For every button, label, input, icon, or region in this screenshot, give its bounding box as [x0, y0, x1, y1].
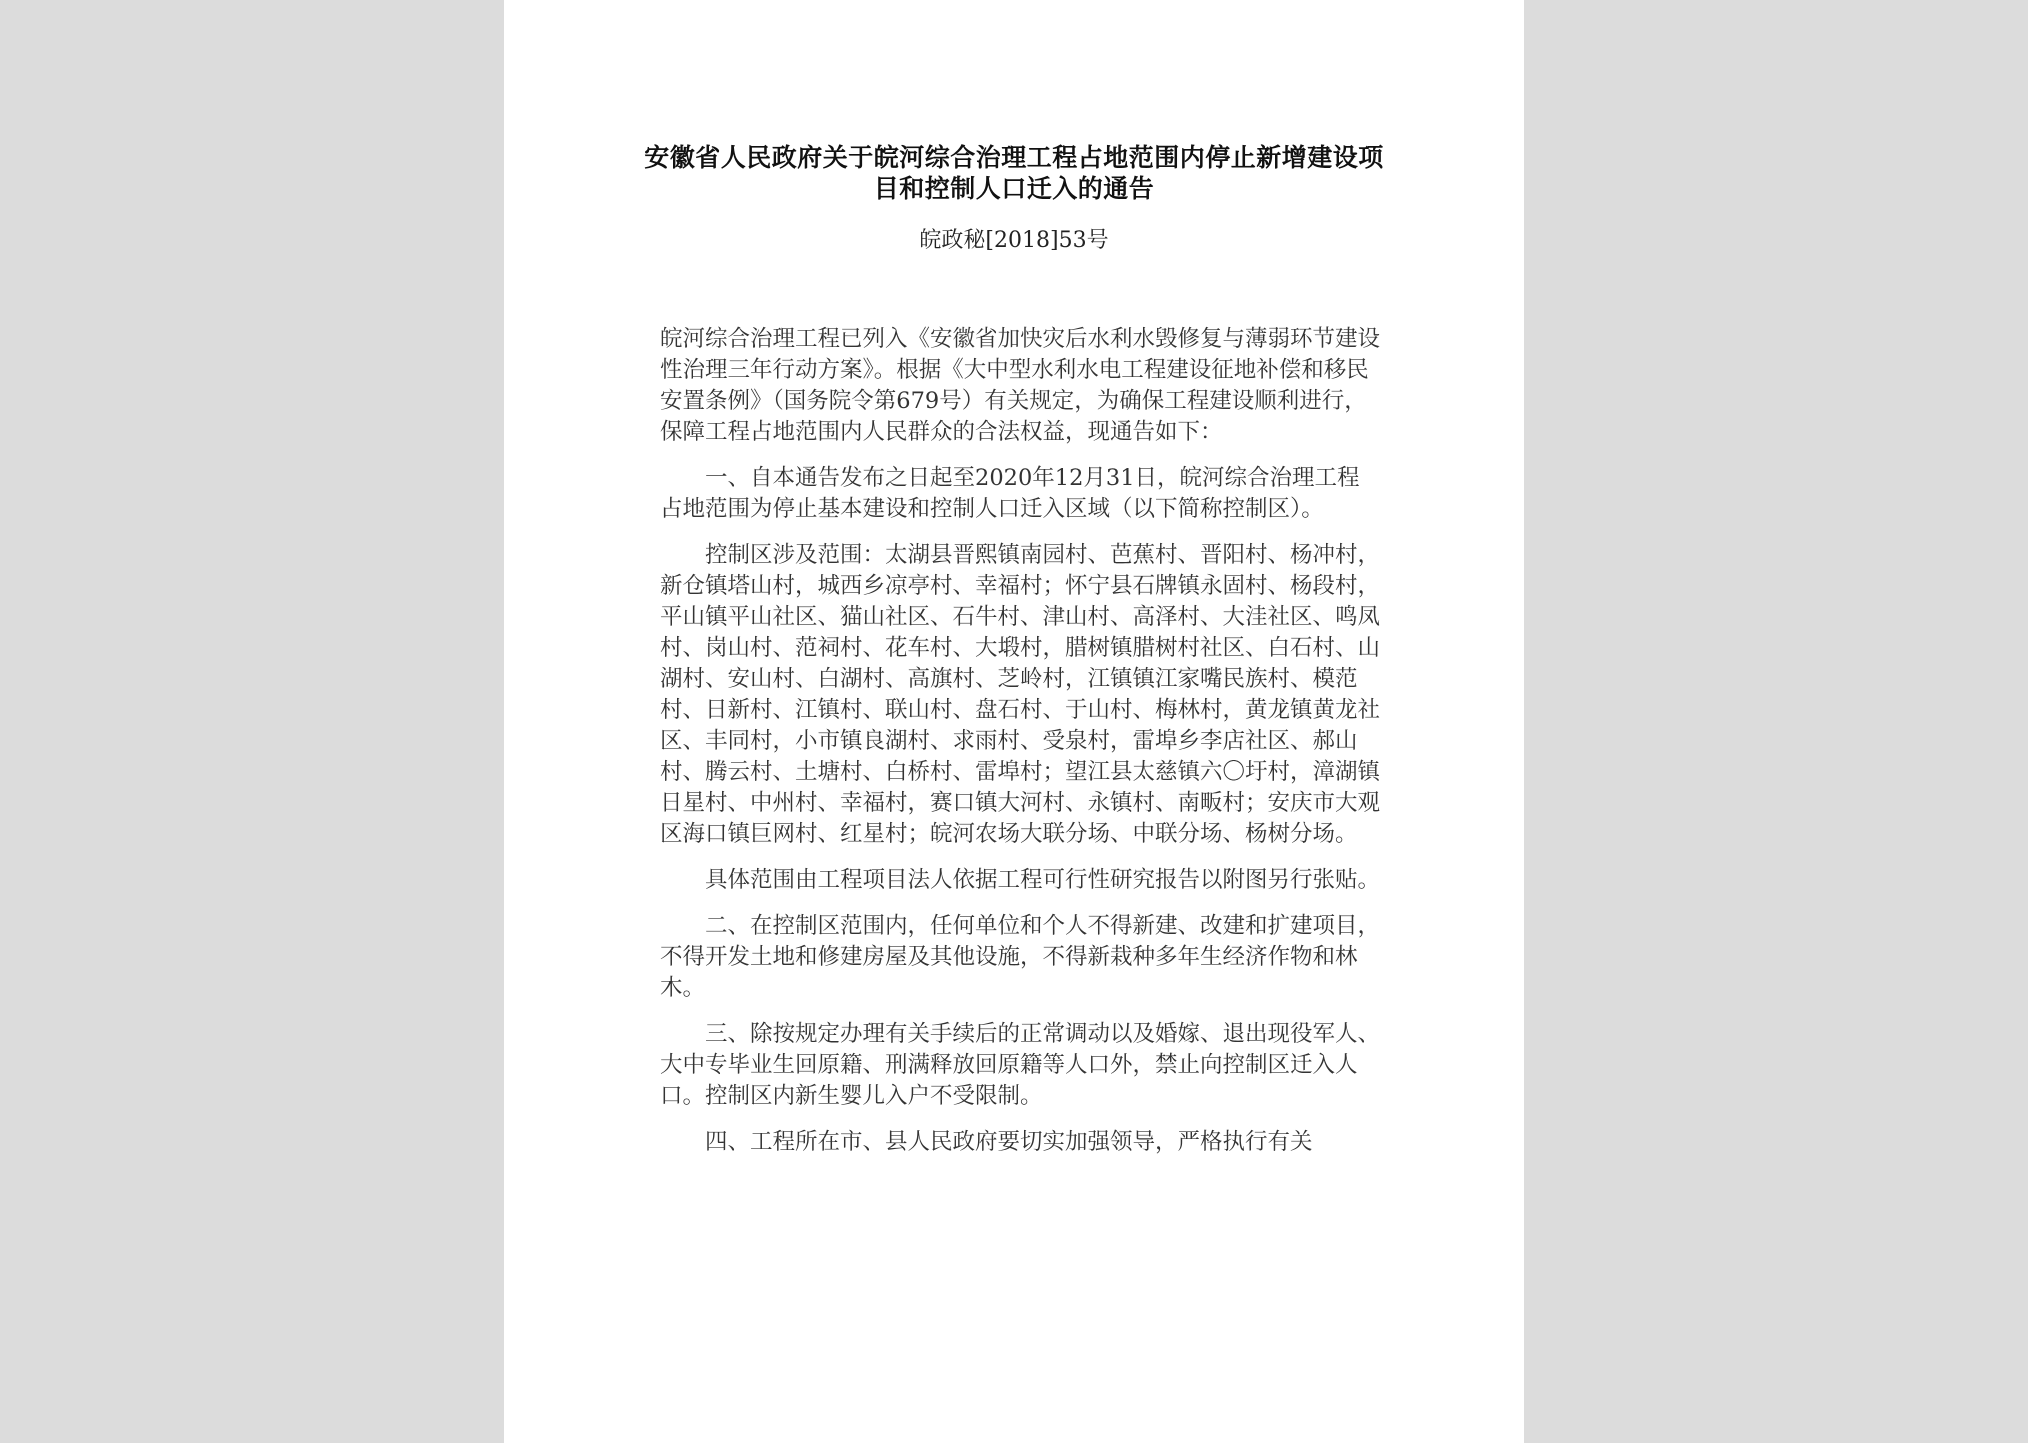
paragraph-specific-scope: 具体范围由工程项目法人依据工程可行性研究报告以附图另行张贴。: [705, 867, 1381, 893]
paragraph-article-3: 三、除按规定办理有关手续后的正常调动以及婚嫁、退出现役军人、大中专毕业生回原籍、刑满释放回原籍等人口外，禁止向控制区迁入人口。控制区内新生婴儿入户不受限制。: [660, 1021, 1381, 1109]
document-title: [504, 142, 1524, 204]
paragraph-intro: 皖河综合治理工程已列入《安徽省加快灾后水利水毁修复与薄弱环节建设性治理三年行动方案》。根据《大中型水利水电工程建设征地补偿和移民安置条例》（国务院令第679号）有关规定，为确保工程建设顺利进行，保障工程占地范围内人民群众的合法权益，现通告如下：: [660, 326, 1381, 445]
title-line-2: 目和控制人口迁入的通告: [873, 174, 1155, 203]
paragraph-article-1: 一、自本通告发布之日起至2020年12月31日，皖河综合治理工程占地范围为停止基本建设和控制人口迁入区域（以下简称控制区）。: [660, 465, 1360, 522]
paragraph-control-area-scope: 控制区涉及范围：太湖县晋熙镇南园村、芭蕉村、晋阳村、杨冲村，新仓镇塔山村，城西乡凉亭村、幸福村；怀宁县石牌镇永固村、杨段村，平山镇平山社区、猫山社区、石牛村、津山村、高泽村、大洼社区、鸣凤村、岗山村、范祠村、花车村、大塅村，腊树镇腊树村社区、白石村、山湖村、安山村、白湖村、高旗村、芝岭村，江镇镇江家嘴民族村、模范村、日新村、江镇村、联山村、盘石村、于山村、梅林村，黄龙镇黄龙社区、丰同村，小市镇良湖村、求雨村、受泉村，雷埠乡李店社区、郝山村、腾云村、土塘村、白桥村、雷埠村；望江县太慈镇六〇圩村，漳湖镇日星村、中州村、幸福村，赛口镇大河村、永镇村、南畈村；安庆市大观区海口镇巨网村、红星村；皖河农场大联分场、中联分场、杨树分场。: [660, 542, 1381, 847]
title-line-1: 安徽省人民政府关于皖河综合治理工程占地范围内停止新增建设项: [644, 143, 1384, 172]
document-page: [504, 0, 1524, 1443]
document-number: 皖政秘[2018]53号: [919, 228, 1109, 253]
paragraph-article-4: 四、工程所在市、县人民政府要切实加强领导，严格执行有关: [705, 1129, 1313, 1155]
paragraph-article-2: 二、在控制区范围内，任何单位和个人不得新建、改建和扩建项目，不得开发土地和修建房屋及其他设施，不得新栽种多年生经济作物和林木。: [660, 913, 1381, 1001]
document-body: [660, 324, 1380, 1173]
